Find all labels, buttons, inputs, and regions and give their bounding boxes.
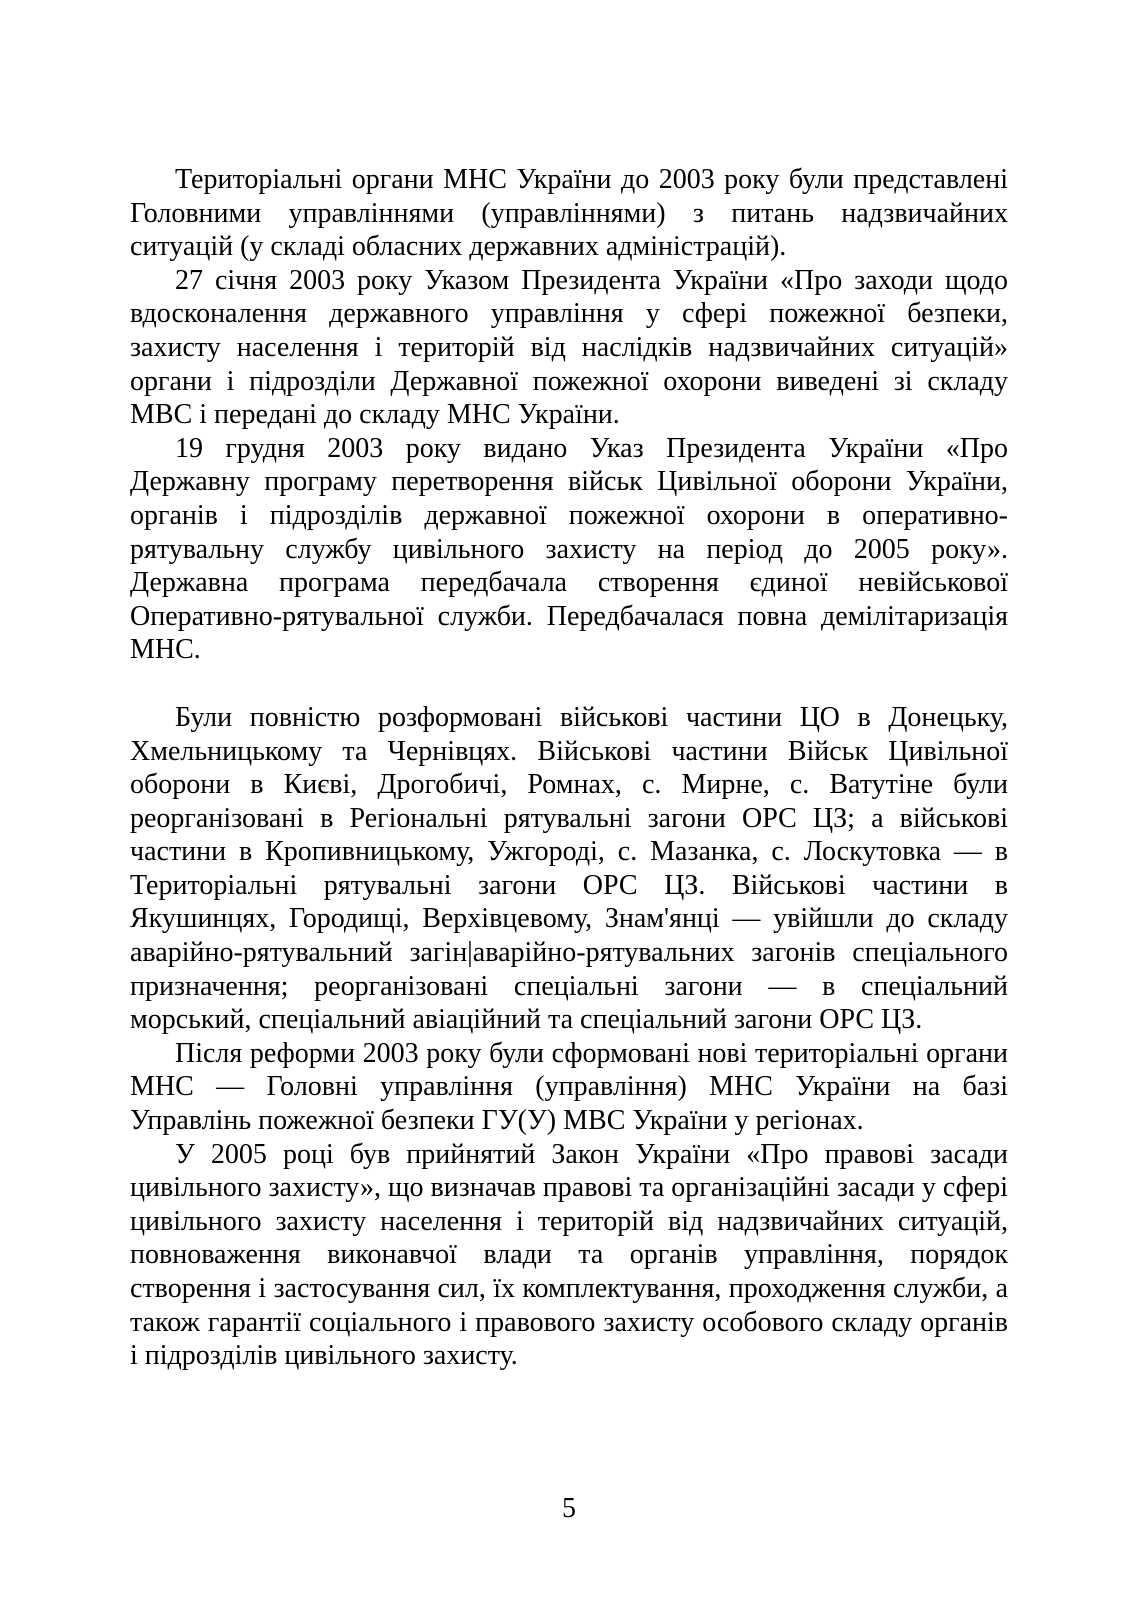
paragraph-disbanded-units: Були повністю розформовані військові частини ЦО в Донецьку, Хмельницькому та Чернівцях. Військові частини Військ Цивільної оборони в Києві, Дрогобичі, Ромнах, с. Мирне, с. Ватутіне були реорганізовані в Регіональні рятувальні загони ОРС ЦЗ; а військові частини в Кропивницькому, Ужгороді, с. Мазанка, с. Лоскутовка — в Територіальні рятувальні загони ОРС ЦЗ. Військові частини в Якушинцях, Городищі, Верхівцевому, Знам'янці — увійшли до складу аварійно-рятувальний загін|аварійно-рятувальних загонів спеціального призначення; реорганізовані спеціальні загони — в спеціальний морський, спеціальний авіаційний та спеціальний загони ОРС ЦЗ. bbox=[130, 701, 1008, 1036]
page-number: 5 bbox=[562, 1493, 576, 1524]
paragraph-decree-jan-2003: 27 січня 2003 року Указом Президента України «Про заходи щодо вдосконалення державного управління у сфері пожежної безпеки, захисту населення і територій від наслідків надзвичайних ситуацій» органи і підрозділи Державної пожежної охорони виведені зі складу МВС і передані до складу МНС України. bbox=[130, 264, 1008, 431]
paragraph-law-2005: У 2005 році був прийнятий Закон України «Про правові засади цивільного захисту», що визначав правові та організаційні засади у сфері цивільного захисту населення і територій від надзвичайних ситуацій, повноваження виконавчої влади та органів управління, порядок створення і застосування сил, їх комплектування, проходження служби, а також гарантії соціального і правового захисту особового складу органів і підрозділів цивільного захисту. bbox=[130, 1138, 1008, 1372]
text-block bbox=[130, 163, 1008, 1373]
paragraph-territorial-organs: Територіальні органи МНС України до 2003 року були представлені Головними управліннями (управліннями) з питань надзвичайних ситуацій (у складі обласних державних адміністрацій). bbox=[130, 164, 1008, 263]
paragraph-after-reform-2003: Після реформи 2003 року були сформовані нові територіальні органи МНС — Головні управління (управління) МНС України на базі Управлінь пожежної безпеки ГУ(У) МВС України у регіонах. bbox=[130, 1037, 1008, 1137]
paragraph-decree-dec-2003: 19 грудня 2003 року видано Указ Президента України «Про Державну програму перетворення військ Цивільної оборони України, органів і підрозділів державної пожежної охорони в оперативно-рятувальну службу цивільного захисту на період до 2005 року». Державна програма передбачала створення єдиної невійськової Оперативно-рятувальної служби. Передбачалася повна демілітаризація МНС. bbox=[130, 432, 1008, 666]
